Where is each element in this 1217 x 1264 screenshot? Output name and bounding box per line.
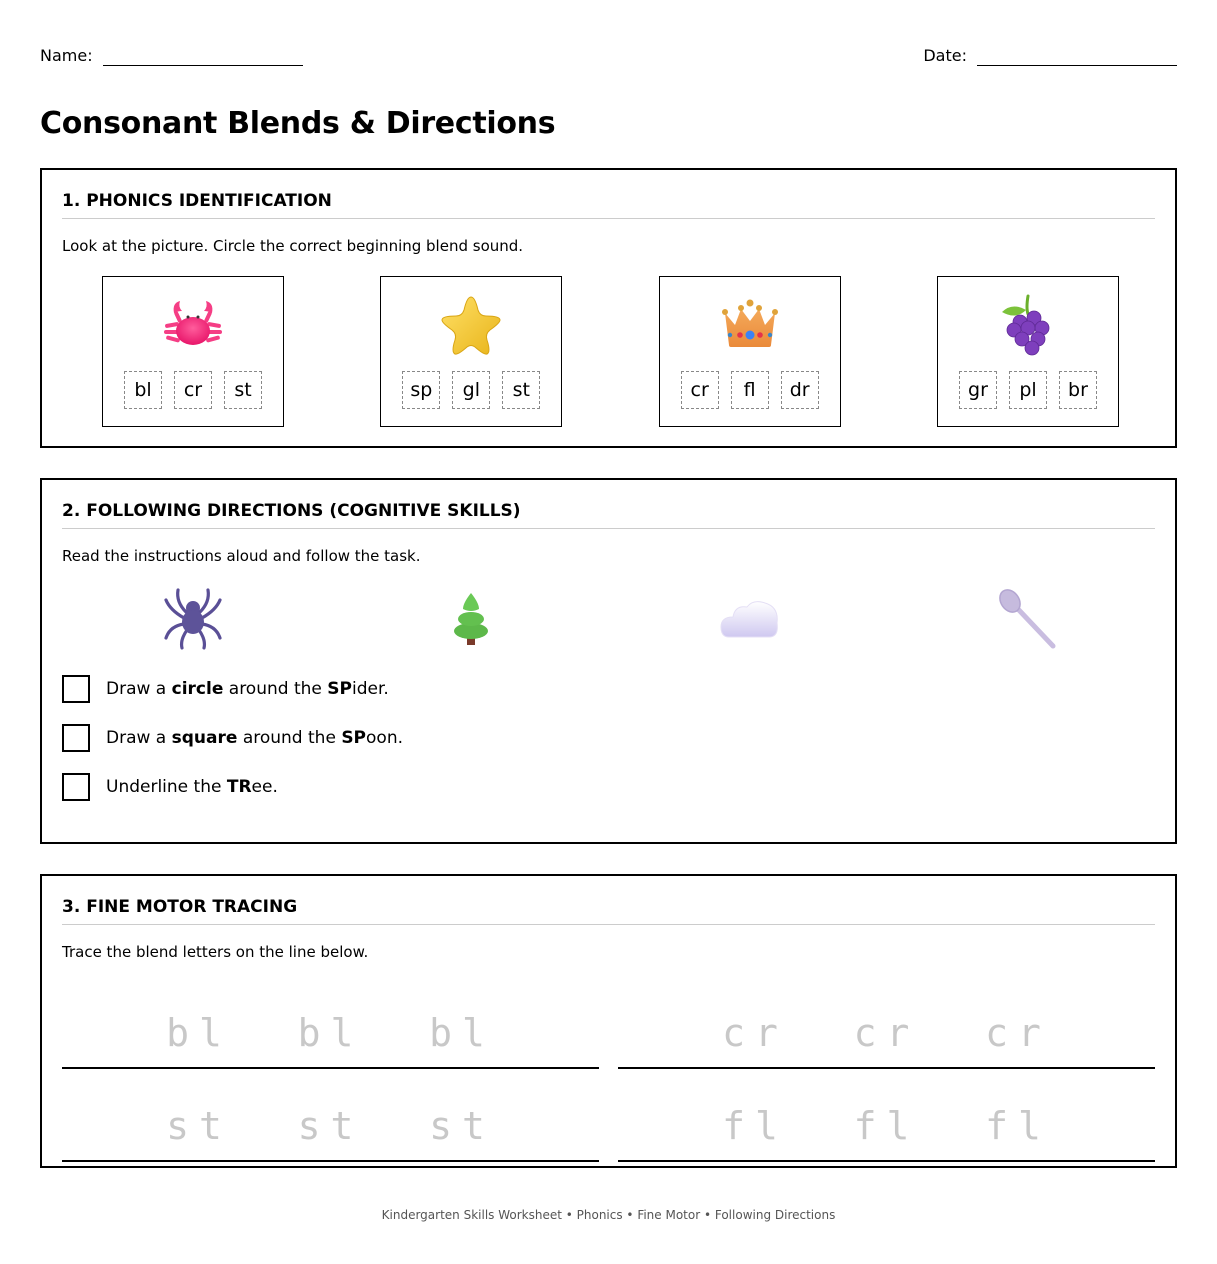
section-instruction: Trace the blend letters on the line below. bbox=[62, 943, 369, 961]
blend-options bbox=[124, 371, 262, 409]
trace-letters: bl bl bl bbox=[166, 1011, 495, 1055]
grapes-icon bbox=[996, 293, 1060, 357]
crab-icon bbox=[161, 293, 225, 357]
phonics-cards bbox=[102, 276, 1119, 427]
date-field[interactable] bbox=[923, 44, 1177, 66]
trace-line[interactable] bbox=[62, 1069, 599, 1162]
blend-option[interactable]: dr bbox=[781, 371, 819, 409]
phonics-card-star bbox=[380, 276, 562, 427]
tracing-grid bbox=[62, 976, 1155, 1162]
blend-options bbox=[402, 371, 540, 409]
section-phonics bbox=[40, 168, 1177, 448]
header-row bbox=[40, 40, 1177, 66]
phonics-card-crab bbox=[102, 276, 284, 427]
trace-letters: cr cr cr bbox=[722, 1011, 1051, 1055]
blend-option[interactable]: cr bbox=[174, 371, 212, 409]
task-item bbox=[62, 773, 403, 801]
phonics-card-grapes bbox=[937, 276, 1119, 427]
blend-option[interactable]: st bbox=[502, 371, 540, 409]
phonics-card-crown bbox=[659, 276, 841, 427]
blend-option[interactable]: fl bbox=[731, 371, 769, 409]
date-line[interactable] bbox=[977, 44, 1177, 66]
task-checkbox[interactable] bbox=[62, 675, 90, 703]
section-heading: 3. FINE MOTOR TRACING bbox=[62, 896, 1155, 925]
task-item bbox=[62, 675, 403, 703]
blend-option[interactable]: gr bbox=[959, 371, 997, 409]
task-text: Draw a circle around the SPider. bbox=[106, 679, 389, 699]
blend-options bbox=[681, 371, 819, 409]
section-instruction: Look at the picture. Circle the correct beginning blend sound. bbox=[62, 237, 524, 255]
blend-option[interactable]: br bbox=[1059, 371, 1097, 409]
section-heading: 2. FOLLOWING DIRECTIONS (COGNITIVE SKILLS) bbox=[62, 500, 1155, 529]
spider-icon[interactable] bbox=[102, 586, 284, 652]
section-tracing bbox=[40, 874, 1177, 1168]
task-checkbox[interactable] bbox=[62, 773, 90, 801]
blend-option[interactable]: pl bbox=[1009, 371, 1047, 409]
name-label: Name: bbox=[40, 46, 93, 65]
trace-line[interactable] bbox=[618, 976, 1155, 1069]
name-field[interactable] bbox=[40, 44, 303, 66]
section-instruction: Read the instructions aloud and follow the task. bbox=[62, 547, 421, 565]
footer: Kindergarten Skills Worksheet • Phonics • Fine Motor • Following Directions bbox=[381, 1208, 836, 1222]
spoon-icon[interactable] bbox=[937, 586, 1119, 652]
blend-option[interactable]: cr bbox=[681, 371, 719, 409]
name-line[interactable] bbox=[103, 44, 303, 66]
trace-line[interactable] bbox=[62, 976, 599, 1069]
page-title: Consonant Blends & Directions bbox=[40, 106, 556, 141]
cloud-icon[interactable] bbox=[659, 586, 841, 652]
date-label: Date: bbox=[923, 46, 967, 65]
task-text: Underline the TRee. bbox=[106, 777, 278, 797]
crown-icon bbox=[718, 293, 782, 357]
star-icon bbox=[439, 293, 503, 357]
tree-icon[interactable] bbox=[380, 586, 562, 652]
blend-option[interactable]: bl bbox=[124, 371, 162, 409]
blend-option[interactable]: sp bbox=[402, 371, 440, 409]
trace-letters: fl fl fl bbox=[722, 1104, 1051, 1148]
blend-option[interactable]: st bbox=[224, 371, 262, 409]
blend-options bbox=[959, 371, 1097, 409]
section-directions bbox=[40, 478, 1177, 844]
trace-letters: st st st bbox=[166, 1104, 495, 1148]
task-text: Draw a square around the SPoon. bbox=[106, 728, 403, 748]
section-heading: 1. PHONICS IDENTIFICATION bbox=[62, 190, 1155, 219]
trace-line[interactable] bbox=[618, 1069, 1155, 1162]
blend-option[interactable]: gl bbox=[452, 371, 490, 409]
task-checkbox[interactable] bbox=[62, 724, 90, 752]
task-checklist bbox=[62, 675, 403, 822]
direction-pictures bbox=[102, 586, 1119, 652]
task-item bbox=[62, 724, 403, 752]
